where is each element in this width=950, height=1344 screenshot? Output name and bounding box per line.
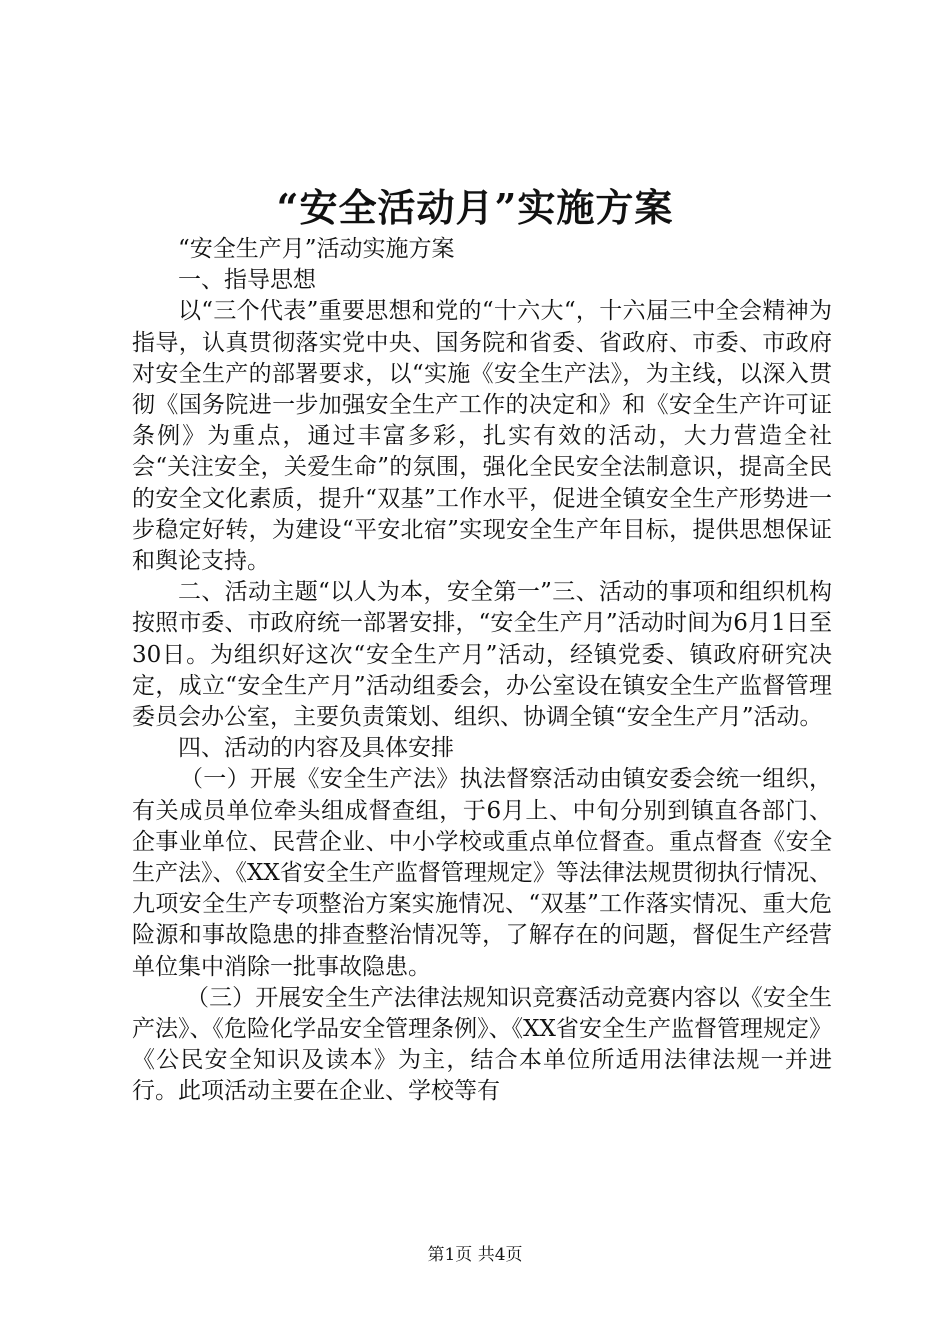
document-title: “安全活动月”实施方案 [276,185,674,230]
section-heading-activities: 四、活动的内容及具体安排 [178,735,454,762]
subtitle-paragraph: “安全生产月”活动实施方案 [178,236,455,262]
document-body [132,234,832,1108]
section-heading-guiding-ideology: 一、指导思想 [178,267,316,294]
paragraph-theme-and-organization: 二、活动主题“以人为本，安全第一”三、活动的事项和组织机构按照市委、市政府统一部署安排，“安全生产月”活动时间为6月1日至30日。为组织好这次“安全生产月”活动，经镇党委、镇政府研究决定，成立“安全生产月”活动组委会，办公室设在镇安全生产监督管理委员会办公室，主要负责策划、组织、协调全镇“安全生产月”活动。 [132,579,832,731]
paragraph-guiding-ideology: 以“三个代表”重要思想和党的“十六大“，十六届三中全会精神为指导，认真贯彻落实党中央、国务院和省委、省政府、市委、市政府对安全生产的部署要求，以“实施《安全生产法》，为主线，以深入贯彻《国务院进一步加强安全生产工作的决定和》和《安全生产许可证条例》为重点，通过丰富多彩，扎实有效的活动，大力营造全社会“关注安全，关爱生命”的氛围，强化全民安全法制意识，提高全民的安全文化素质，提升“双基”工作水平，促进全镇安全生产形势进一步稳定好转，为建设“平安北宿”实现安全生产年目标，提供思想保证和舆论支持。 [132,298,832,575]
page-number-footer: 第1页 共4页 [427,1245,523,1265]
paragraph-knowledge-contest: （三）开展安全生产法律法规知识竞赛活动竞赛内容以《安全生产法》、《危险化学品安全管理条例》、《XX省安全生产监督管理规定》《公民安全知识及读本》为主，结合本单位所适用法律法规一并进行。此项活动主要在企业、学校等有 [132,984,832,1105]
paragraph-law-inspection: （一）开展《安全生产法》执法督察活动由镇安委会统一组织，有关成员单位牵头组成督查组，于6月上、中旬分别到镇直各部门、企事业单位、民营企业、中小学校或重点单位督查。重点督查《安全生产法》、《XX省安全生产监督管理规定》等法律法规贯彻执行情况、九项安全生产专项整治方案实施情况、“双基”工作落实情况、重大危险源和事故隐患的排查整治情况等，了解存在的问题，督促生产经营单位集中消除一批事故隐患。 [132,766,832,980]
